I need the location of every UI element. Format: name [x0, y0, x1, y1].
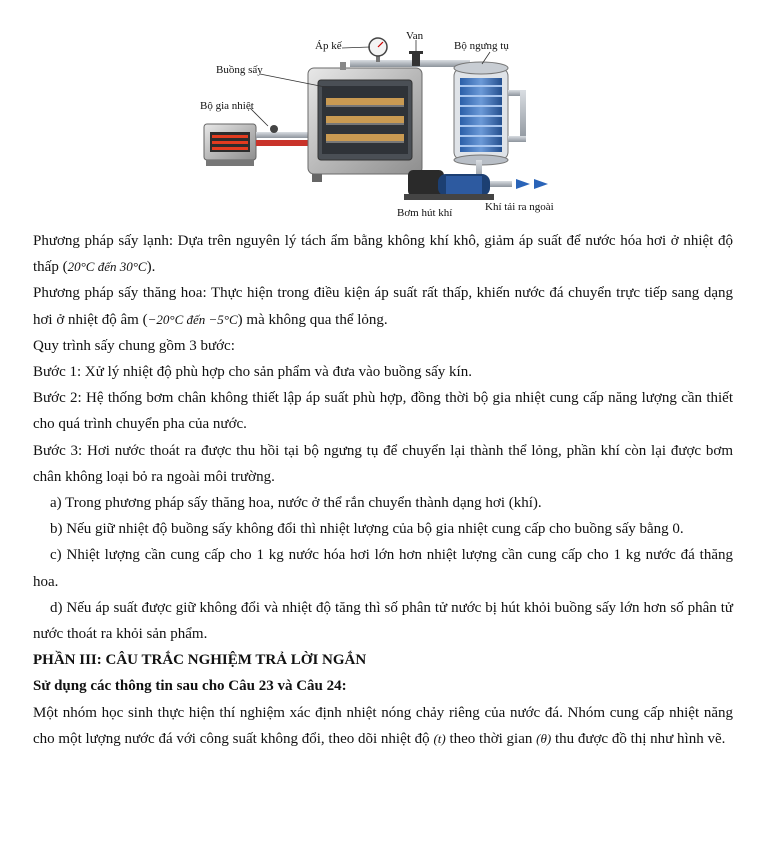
exhaust-arrow-icon [534, 179, 548, 189]
label-exhaust: Khí tải ra ngoài [485, 201, 554, 213]
statement-c: c) Nhiệt lượng cần cung cấp cho 1 kg nước hóa hơi lớn hơn nhiệt lượng cần cung cấp cho 1 kg nước đá thăng hoa. [33, 547, 733, 590]
paragraph-step-3: Bước 3: Hơi nước thoát ra được thu hồi tại bộ ngưng tụ để chuyển lại thành thể lỏng, phần khí còn lại được bơm chân không loại bỏ ra ngoài môi trường. [33, 442, 733, 485]
math-temperature-range: −20°C đến −5°C [147, 311, 238, 327]
math-variable-theta: (θ) [536, 730, 552, 746]
label-valve: Van [406, 30, 424, 42]
vacuum-pump [404, 170, 494, 200]
heater [204, 124, 256, 166]
label-heater: Bộ gia nhiệt [200, 100, 254, 112]
statement-a: a) Trong phương pháp sấy thăng hoa, nước ở thể rắn chuyển thành dạng hơi (khí). [50, 495, 542, 512]
label-pressure-gauge: Áp kế [315, 40, 342, 52]
valve-icon [412, 54, 420, 66]
condenser [454, 62, 508, 165]
paragraph-step-2: Bước 2: Hệ thống bơm chân không thiết lập áp suất phù hợp, đồng thời bộ gia nhiệt cung cấp năng lượng cần thiết cho quá trình chuyển pha của nước. [33, 390, 733, 433]
paragraph-freeze-drying: Phương pháp sấy thăng hoa: Thực hiện trong điều kiện áp suất rất thấp, khiến nước đá chuyển trực tiếp sang dạng hơi ở nhiệt độ âm (−20°C đến −5°C) mà không qua thể lỏng. [33, 285, 733, 328]
label-condenser: Bộ ngưng tụ [454, 40, 509, 52]
paragraph-process-intro: Quy trình sấy chung gồm 3 bước: [33, 337, 235, 354]
math-variable-t: (t) [433, 730, 446, 746]
heater-valve-icon [270, 125, 278, 133]
paragraph-step-1: Bước 1: Xử lý nhiệt độ phù hợp cho sản phẩm và đưa vào buồng sấy kín. [33, 364, 472, 381]
label-vacuum-pump: Bơm hút khí [397, 207, 453, 219]
drying-apparatus-figure [190, 28, 570, 228]
section-subheading: Sử dụng các thông tin sau cho Câu 23 và Câu 24: [33, 678, 347, 695]
paragraph-cold-drying: Phương pháp sấy lạnh: Dựa trên nguyên lý tách ẩm bằng không khí khô, giảm áp suất để nước hóa hơi ở nhiệt độ thấp (20°C đến 30°C). [33, 233, 733, 276]
label-drying-chamber: Buồng sấy [216, 64, 263, 76]
section-heading: PHẦN III: CÂU TRẮC NGHIỆM TRẢ LỜI NGẮN [33, 652, 367, 669]
apparatus-illustration [190, 28, 570, 228]
paragraph-experiment: Một nhóm học sinh thực hiện thí nghiệm xác định nhiệt nóng chảy riêng của nước đá. Nhóm cung cấp nhiệt năng cho một lượng nước đá với công suất không đổi, theo dõi nhiệt độ (t) theo thời gian (θ) thu được đồ thị như hình vẽ. [33, 704, 733, 747]
math-temperature-range: 20°C đến 30°C [67, 259, 147, 275]
statement-b: b) Nếu giữ nhiệt độ buồng sấy không đổi thì nhiệt lượng của bộ gia nhiệt cung cấp cho buồng sấy bằng 0. [50, 521, 684, 538]
document-body [33, 228, 733, 752]
drying-chamber [308, 68, 422, 182]
exhaust-arrow-icon [516, 179, 530, 189]
statement-d: d) Nếu áp suất được giữ không đổi và nhiệt độ tăng thì số phân tử nước bị hút khỏi buồng sấy lớn hơn số phân tử nước thoát ra khỏi sản phẩm. [33, 599, 733, 643]
